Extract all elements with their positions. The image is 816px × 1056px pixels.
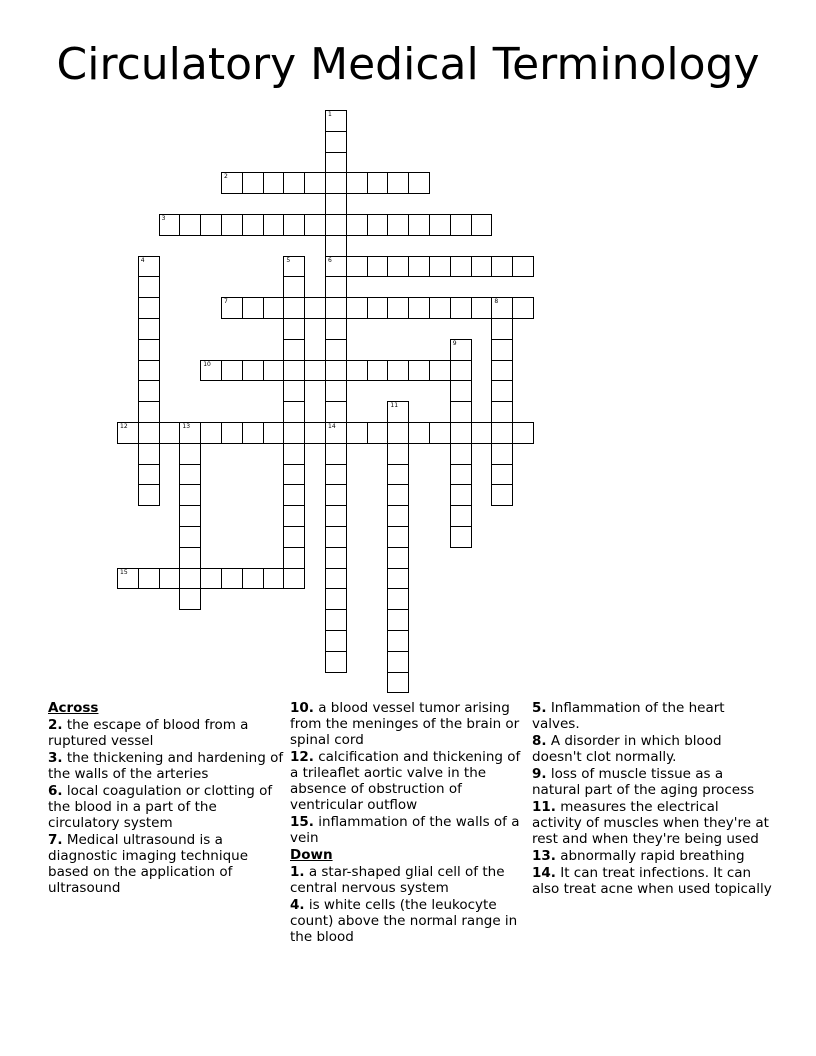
grid-cell[interactable] <box>221 297 243 319</box>
grid-cell[interactable] <box>325 609 347 631</box>
grid-cell[interactable] <box>138 297 160 319</box>
grid-cell[interactable] <box>387 297 409 319</box>
clue-number: 1 <box>328 111 332 118</box>
grid-cell[interactable] <box>471 297 493 319</box>
grid-cell[interactable] <box>367 360 389 382</box>
grid-cell[interactable] <box>429 214 451 236</box>
clue-number: 9 <box>452 339 457 347</box>
clue-text: the thickening and hardening of the walls of the arteries <box>48 750 284 782</box>
grid-cell[interactable] <box>346 360 368 382</box>
grid-cell[interactable] <box>283 256 305 278</box>
down-heading: Down <box>290 847 333 863</box>
clue-text: measures the electrical activity of muscles when they're at rest and when they're being used <box>532 799 769 847</box>
grid-cell[interactable] <box>179 464 201 486</box>
grid-cell[interactable] <box>221 360 243 382</box>
grid-cell[interactable] <box>367 172 389 194</box>
grid-cell[interactable] <box>450 360 472 382</box>
grid-cell[interactable] <box>491 484 513 506</box>
page-title: Circulatory Medical Terminology <box>56 39 760 90</box>
clue-number: 10 <box>203 360 211 368</box>
grid-cell[interactable] <box>325 443 347 465</box>
grid-cell[interactable] <box>450 214 472 236</box>
grid-cell[interactable] <box>283 422 305 444</box>
clue-text: is white cells (the leukocyte count) above the normal range in the blood <box>290 897 518 945</box>
grid-cell[interactable] <box>138 568 160 590</box>
grid-cell[interactable] <box>325 318 347 340</box>
grid-cell[interactable] <box>304 214 326 236</box>
clue <box>48 832 284 896</box>
grid-cell[interactable] <box>491 443 513 465</box>
grid-cell[interactable] <box>283 568 305 590</box>
clue-text: inflammation of the walls of a vein <box>290 814 520 846</box>
grid-cell[interactable] <box>138 484 160 506</box>
grid-cell[interactable] <box>221 214 243 236</box>
grid-cell[interactable] <box>242 422 264 444</box>
grid-cell[interactable] <box>221 568 243 590</box>
clue-number: 11. <box>532 799 556 815</box>
clue <box>532 766 772 798</box>
grid-cell[interactable] <box>179 526 201 548</box>
clue <box>48 783 284 831</box>
clue <box>48 750 284 782</box>
clue <box>290 864 528 896</box>
clue-number: 13 <box>182 423 191 430</box>
clue <box>290 897 528 945</box>
grid-cell[interactable] <box>450 401 472 423</box>
grid-cell[interactable] <box>283 172 305 194</box>
clue-number: 2 <box>224 173 228 181</box>
grid-cell[interactable] <box>387 214 409 236</box>
clue-number: 14 <box>328 423 336 430</box>
grid-cell[interactable] <box>325 588 347 610</box>
grid-cell[interactable] <box>283 443 305 465</box>
grid-cell[interactable] <box>325 651 347 673</box>
grid-cell[interactable] <box>263 172 285 194</box>
grid-cell[interactable] <box>304 297 326 319</box>
grid-cell[interactable] <box>387 568 409 590</box>
grid-cell[interactable] <box>325 401 347 423</box>
across-clue-list <box>48 717 284 896</box>
grid-cell[interactable] <box>491 360 513 382</box>
grid-cell[interactable] <box>491 256 513 278</box>
grid-cell[interactable] <box>179 588 201 610</box>
grid-cell[interactable] <box>512 256 534 278</box>
grid-cell[interactable] <box>242 568 264 590</box>
grid-cell[interactable] <box>263 422 285 444</box>
grid-cell[interactable] <box>283 276 305 298</box>
grid-cell[interactable] <box>450 380 472 402</box>
grid-cell[interactable] <box>304 360 326 382</box>
grid-cell[interactable] <box>491 380 513 402</box>
clue-number: 10. <box>290 700 314 716</box>
grid-cell[interactable] <box>367 422 389 444</box>
grid-cell[interactable] <box>325 193 347 215</box>
grid-cell[interactable] <box>138 422 160 444</box>
grid-cell[interactable] <box>450 297 472 319</box>
grid-cell[interactable] <box>387 256 409 278</box>
grid-cell[interactable] <box>367 297 389 319</box>
grid-cell[interactable] <box>491 297 513 319</box>
grid-cell[interactable] <box>325 630 347 652</box>
clue <box>532 799 772 847</box>
grid-cell[interactable] <box>429 422 451 444</box>
clue-text: a blood vessel tumor arising from the meninges of the brain or spinal cord <box>290 700 520 748</box>
clue-number: 11 <box>390 402 399 410</box>
clue-number: 15. <box>290 814 314 830</box>
grid-cell[interactable] <box>450 526 472 548</box>
grid-cell[interactable] <box>325 547 347 569</box>
grid-cell[interactable] <box>179 214 201 236</box>
grid-cell[interactable] <box>512 422 534 444</box>
clue-number: 9. <box>532 766 547 782</box>
grid-cell[interactable] <box>283 526 305 548</box>
grid-cell[interactable] <box>179 505 201 527</box>
clue-text: calcification and thickening of a trileaflet aortic valve in the absence of obstruction of ventricular outflow <box>290 749 521 813</box>
grid-cell[interactable] <box>179 443 201 465</box>
grid-cell[interactable] <box>138 380 160 402</box>
grid-cell[interactable] <box>387 484 409 506</box>
grid-cell[interactable] <box>283 318 305 340</box>
grid-cell[interactable] <box>325 235 347 257</box>
grid-cell[interactable] <box>325 339 347 361</box>
clue-number: 2. <box>48 717 63 733</box>
clue-number: 14. <box>532 865 556 881</box>
grid-cell[interactable] <box>325 172 347 194</box>
grid-cell[interactable] <box>263 568 285 590</box>
grid-cell[interactable] <box>450 422 472 444</box>
grid-cell[interactable] <box>221 172 243 194</box>
grid-cell[interactable] <box>491 464 513 486</box>
grid-cell[interactable] <box>325 152 347 174</box>
grid-cell[interactable] <box>408 172 430 194</box>
clue-number: 12 <box>120 423 128 430</box>
grid-cell[interactable] <box>471 256 493 278</box>
grid-cell[interactable] <box>450 484 472 506</box>
clue-number: 6 <box>328 256 332 264</box>
grid-cell[interactable] <box>491 422 513 444</box>
grid-cell[interactable] <box>283 401 305 423</box>
grid-cell[interactable] <box>346 256 368 278</box>
grid-cell[interactable] <box>325 380 347 402</box>
clue-number: 6. <box>48 783 63 799</box>
grid-cell[interactable] <box>387 422 409 444</box>
grid-cell[interactable] <box>138 256 160 278</box>
grid-cell[interactable] <box>346 297 368 319</box>
clue-number: 13. <box>532 848 556 864</box>
clue-number: 5 <box>286 256 291 264</box>
grid-cell[interactable] <box>325 276 347 298</box>
across-clue-list-continued <box>290 700 528 846</box>
grid-cell[interactable] <box>387 547 409 569</box>
grid-cell[interactable] <box>429 360 451 382</box>
grid-cell[interactable] <box>283 339 305 361</box>
grid-cell[interactable] <box>159 422 181 444</box>
clue <box>290 814 528 846</box>
grid-cell[interactable] <box>450 464 472 486</box>
grid-cell[interactable] <box>179 484 201 506</box>
clue-number: 8 <box>494 298 499 306</box>
grid-cell[interactable] <box>283 464 305 486</box>
grid-cell[interactable] <box>242 297 264 319</box>
grid-cell[interactable] <box>138 443 160 465</box>
grid-cell[interactable] <box>367 214 389 236</box>
grid-cell[interactable] <box>200 422 222 444</box>
grid-cell[interactable] <box>387 630 409 652</box>
clue <box>290 700 528 748</box>
clue <box>532 700 772 732</box>
across-heading: Across <box>48 700 99 716</box>
grid-cell[interactable] <box>387 672 409 694</box>
grid-cell[interactable] <box>138 464 160 486</box>
grid-cell[interactable] <box>304 172 326 194</box>
grid-cell[interactable] <box>408 297 430 319</box>
grid-cell[interactable] <box>263 360 285 382</box>
grid-cell[interactable] <box>200 360 222 382</box>
clue <box>532 848 772 864</box>
grid-cell[interactable] <box>325 422 347 444</box>
clue-number: 1. <box>290 864 305 880</box>
grid-cell[interactable] <box>138 339 160 361</box>
clue-text: A disorder in which blood doesn't clot normally. <box>532 733 722 765</box>
grid-cell[interactable] <box>387 443 409 465</box>
clue-text: Medical ultrasound is a diagnostic imaging technique based on the application of ultrasound <box>48 832 248 896</box>
grid-cell[interactable] <box>325 526 347 548</box>
grid-cell[interactable] <box>283 297 305 319</box>
grid-cell[interactable] <box>491 339 513 361</box>
grid-cell[interactable] <box>429 297 451 319</box>
grid-cell[interactable] <box>325 297 347 319</box>
grid-cell[interactable] <box>283 484 305 506</box>
grid-cell[interactable] <box>200 568 222 590</box>
grid-cell[interactable] <box>200 214 222 236</box>
grid-cell[interactable] <box>138 276 160 298</box>
grid-cell[interactable] <box>325 214 347 236</box>
grid-cell[interactable] <box>387 401 409 423</box>
clues-column-3 <box>532 700 772 898</box>
grid-cell[interactable] <box>387 172 409 194</box>
clue-number: 4. <box>290 897 305 913</box>
clue-number: 4 <box>140 256 145 264</box>
grid-cell[interactable] <box>346 214 368 236</box>
grid-cell[interactable] <box>450 256 472 278</box>
clue-text: Inflammation of the heart valves. <box>532 700 725 732</box>
grid-cell[interactable] <box>117 568 139 590</box>
grid-cell[interactable] <box>242 214 264 236</box>
grid-cell[interactable] <box>179 422 201 444</box>
grid-cell[interactable] <box>450 339 472 361</box>
clue-number: 8. <box>532 733 547 749</box>
grid-cell[interactable] <box>387 505 409 527</box>
clue-number: 3 <box>161 215 166 222</box>
grid-cell[interactable] <box>387 588 409 610</box>
clue-number: 12. <box>290 749 314 765</box>
clue <box>48 717 284 749</box>
grid-cell[interactable] <box>346 422 368 444</box>
grid-cell[interactable] <box>387 651 409 673</box>
grid-cell[interactable] <box>408 214 430 236</box>
grid-cell[interactable] <box>450 443 472 465</box>
grid-cell[interactable] <box>304 422 326 444</box>
grid-cell[interactable] <box>242 360 264 382</box>
grid-cell[interactable] <box>471 214 493 236</box>
clue-text: the escape of blood from a ruptured vessel <box>48 717 249 749</box>
grid-cell[interactable] <box>263 214 285 236</box>
grid-cell[interactable] <box>138 318 160 340</box>
clues-column-2 <box>290 700 528 946</box>
grid-cell[interactable] <box>159 214 181 236</box>
grid-cell[interactable] <box>325 360 347 382</box>
grid-cell[interactable] <box>221 422 243 444</box>
clue-text: local coagulation or clotting of the blood in a part of the circulatory system <box>48 783 273 831</box>
grid-cell[interactable] <box>138 401 160 423</box>
grid-cell[interactable] <box>283 380 305 402</box>
grid-cell[interactable] <box>283 360 305 382</box>
grid-cell[interactable] <box>450 505 472 527</box>
grid-cell[interactable] <box>491 318 513 340</box>
grid-cell[interactable] <box>263 297 285 319</box>
grid-cell[interactable] <box>179 568 201 590</box>
clue <box>290 749 528 813</box>
grid-cell[interactable] <box>325 505 347 527</box>
clue-text: a star-shaped glial cell of the central nervous system <box>290 864 505 896</box>
grid-cell[interactable] <box>325 484 347 506</box>
clue-text: abnormally rapid breathing <box>555 848 745 864</box>
grid-cell[interactable] <box>325 464 347 486</box>
grid-cell[interactable] <box>512 297 534 319</box>
clue-number: 7 <box>224 298 228 306</box>
grid-cell[interactable] <box>408 256 430 278</box>
grid-cell[interactable] <box>325 568 347 590</box>
grid-cell[interactable] <box>325 110 347 132</box>
clue-number: 5. <box>532 700 547 716</box>
clue-text: It can treat infections. It can also treat acne when used topically <box>532 865 772 897</box>
grid-cell[interactable] <box>242 172 264 194</box>
clue-number: 7. <box>48 832 63 848</box>
grid-cell[interactable] <box>387 526 409 548</box>
grid-cell[interactable] <box>408 360 430 382</box>
clue-text: loss of muscle tissue as a natural part of the aging process <box>532 766 755 798</box>
grid-cell[interactable] <box>325 131 347 153</box>
grid-cell[interactable] <box>346 172 368 194</box>
grid-cell[interactable] <box>283 505 305 527</box>
grid-cell[interactable] <box>471 422 493 444</box>
grid-cell[interactable] <box>387 464 409 486</box>
grid-cell[interactable] <box>283 547 305 569</box>
clue-number: 3. <box>48 750 63 766</box>
clues-column-1 <box>48 700 284 897</box>
grid-cell[interactable] <box>387 609 409 631</box>
down-clue-list <box>290 864 528 945</box>
clue <box>532 733 772 765</box>
grid-cell[interactable] <box>387 360 409 382</box>
down-clue-list-continued <box>532 700 772 897</box>
grid-cell[interactable] <box>408 422 430 444</box>
grid-cell[interactable] <box>367 256 389 278</box>
grid-cell[interactable] <box>491 401 513 423</box>
grid-cell[interactable] <box>117 422 139 444</box>
clue <box>532 865 772 897</box>
grid-cell[interactable] <box>429 256 451 278</box>
grid-cell[interactable] <box>179 547 201 569</box>
grid-cell[interactable] <box>138 360 160 382</box>
grid-cell[interactable] <box>283 214 305 236</box>
clue-number: 15 <box>120 568 128 576</box>
grid-cell[interactable] <box>325 256 347 278</box>
grid-cell[interactable] <box>159 568 181 590</box>
